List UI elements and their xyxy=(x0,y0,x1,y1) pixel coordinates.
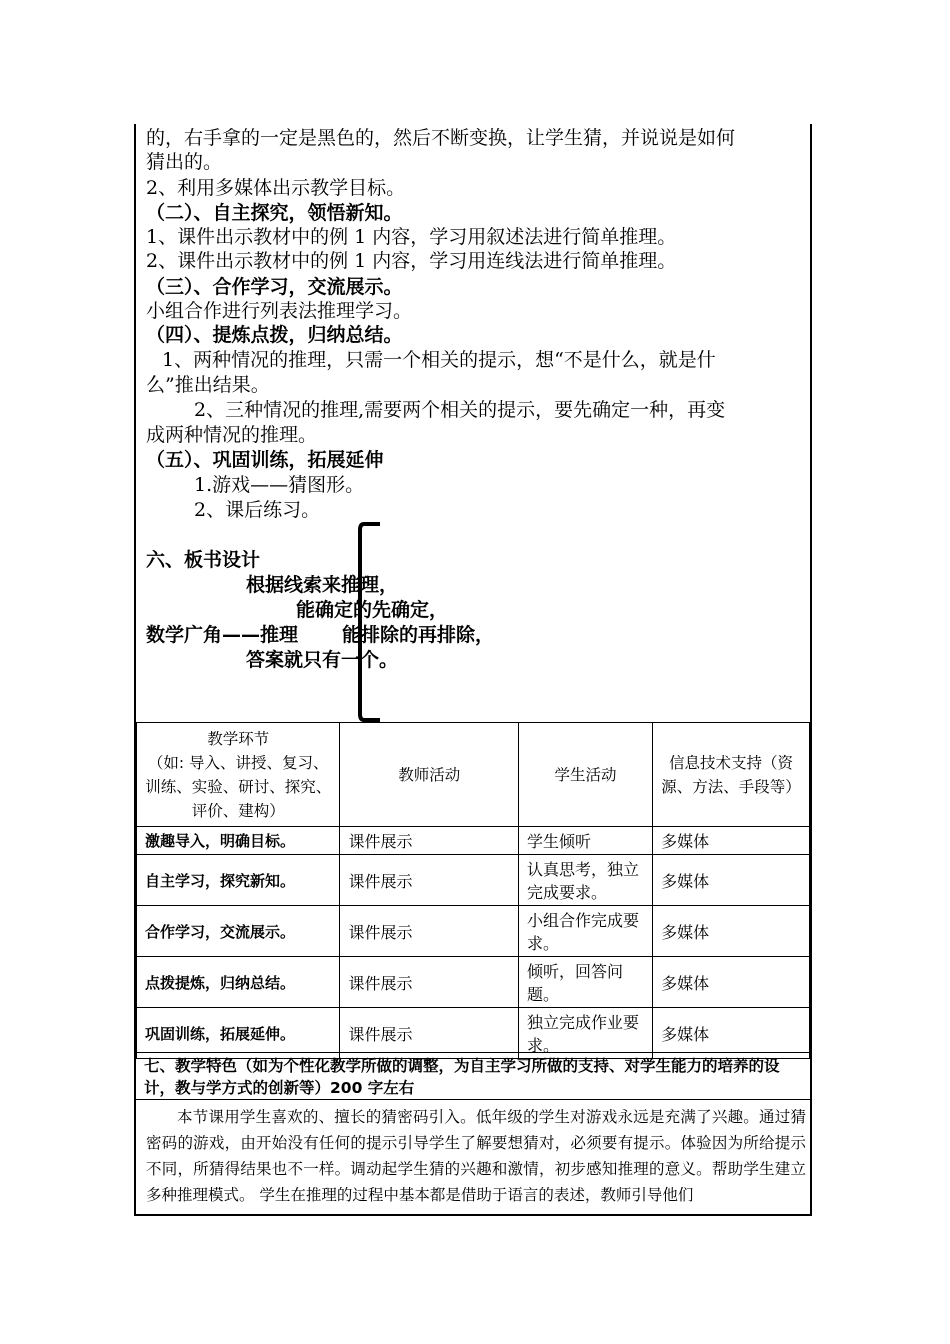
table-row xyxy=(137,827,810,855)
cell-teacher: 课件展示 xyxy=(340,957,519,1008)
procedure-line: 2、利用多媒体出示教学目标。 xyxy=(146,177,406,199)
board-design-title: 六、板书设计 xyxy=(146,549,261,571)
cell-stage: 合作学习，交流展示。 xyxy=(137,906,340,957)
section-heading: （二）、自主探究，领悟新知。 xyxy=(146,202,403,224)
curly-brace-icon xyxy=(356,522,382,722)
header-stage-text: 教学环节 （如: 导入、讲授、复习、训练、实验、研讨、探究、评价、建构） xyxy=(145,729,332,820)
cell-student: 小组合作完成要求。 xyxy=(518,906,652,957)
header-teacher: 教师活动 xyxy=(340,723,519,827)
section-heading: （三）、合作学习，交流展示。 xyxy=(146,276,403,298)
section-heading: （四）、提炼点拨，归纳总结。 xyxy=(146,324,403,346)
cell-stage: 激趣导入，明确目标。 xyxy=(137,827,340,855)
procedure-line: 2、课后练习。 xyxy=(194,499,321,521)
teaching-features-text: 本节课用学生喜欢的、擅长的猜密码引入。低年级的学生对游戏永远是充满了兴趣。通过猜密码的游戏，由开始没有任何的提示引导学生了解要想猜对，必须要有提示。体验因为所给提示不同，所猜得结果也不一样。调动起学生猜的兴趣和激情，初步感知推理的意义。帮助学生建立多种推理模式。 学生在推理的过程中基本都是借助于语言的表述，教师引导他们 xyxy=(146,1108,806,1204)
table-row xyxy=(137,957,810,1008)
cell-stage: 点拨提炼，归纳总结。 xyxy=(137,957,340,1008)
board-line: 能确定的先确定， xyxy=(296,599,449,621)
procedure-line: 么”推出结果。 xyxy=(146,374,270,396)
cell-tech: 多媒体 xyxy=(653,906,810,957)
header-stage xyxy=(137,723,340,827)
procedure-line: 成两种情况的推理。 xyxy=(146,424,318,446)
table-row xyxy=(137,1008,810,1059)
table-header-row xyxy=(137,723,810,827)
procedure-line: 1、两种情况的推理，只需一个相关的提示，想“不是什么，就是什 xyxy=(162,349,716,371)
cell-teacher: 课件展示 xyxy=(340,906,519,957)
board-line: 根据线索来推理， xyxy=(246,574,399,596)
cell-stage: 自主学习，探究新知。 xyxy=(137,855,340,906)
header-tech: 信息技术支持（资源、方法、手段等） xyxy=(653,723,810,827)
cell-tech: 多媒体 xyxy=(653,957,810,1008)
procedure-line: 的，右手拿的一定是黑色的，然后不断变换，让学生猜，并说说是如何 xyxy=(146,127,736,149)
cell-student: 倾听，回答问题。 xyxy=(518,957,652,1008)
cell-teacher: 课件展示 xyxy=(340,855,519,906)
procedure-line: 2、三种情况的推理,需要两个相关的提示，要先确定一种，再变 xyxy=(194,399,726,421)
board-line: 能排除的再排除， xyxy=(342,624,495,646)
procedure-line: 1.游戏——猜图形。 xyxy=(194,474,365,496)
section-heading: （五）、巩固训练，拓展延伸 xyxy=(146,449,384,471)
cell-teacher: 课件展示 xyxy=(340,827,519,855)
header-student: 学生活动 xyxy=(518,723,652,827)
cell-student: 学生倾听 xyxy=(518,827,652,855)
teaching-features-heading: 七、教学特色（如为个性化教学所做的调整，为自主学习所做的支持、对学生能力的培养的设计，教与学方式的创新等）200 字左右 xyxy=(136,1052,810,1100)
board-line: 答案就只有一个。 xyxy=(246,649,399,671)
procedure-line: 2、课件出示教材中的例 1 内容，学习用连线法进行简单推理。 xyxy=(146,250,677,272)
procedure-line: 1、课件出示教材中的例 1 内容，学习用叙述法进行简单推理。 xyxy=(146,226,677,248)
cell-student: 独立完成作业要求。 xyxy=(518,1008,652,1059)
lesson-procedure xyxy=(136,124,810,722)
cell-student: 认真思考，独立完成要求。 xyxy=(518,855,652,906)
teaching-steps-table xyxy=(136,722,810,1059)
cell-teacher: 课件展示 xyxy=(340,1008,519,1059)
cell-tech: 多媒体 xyxy=(653,855,810,906)
cell-stage: 巩固训练，拓展延伸。 xyxy=(137,1008,340,1059)
table-row xyxy=(137,855,810,906)
table-row xyxy=(137,906,810,957)
lesson-plan-document xyxy=(134,124,812,1216)
procedure-line: 小组合作进行列表法推理学习。 xyxy=(146,300,413,322)
board-main-topic: 数学广角——推理 xyxy=(146,624,299,646)
cell-tech: 多媒体 xyxy=(653,827,810,855)
cell-tech: 多媒体 xyxy=(653,1008,810,1059)
procedure-line: 猜出的。 xyxy=(146,151,223,173)
